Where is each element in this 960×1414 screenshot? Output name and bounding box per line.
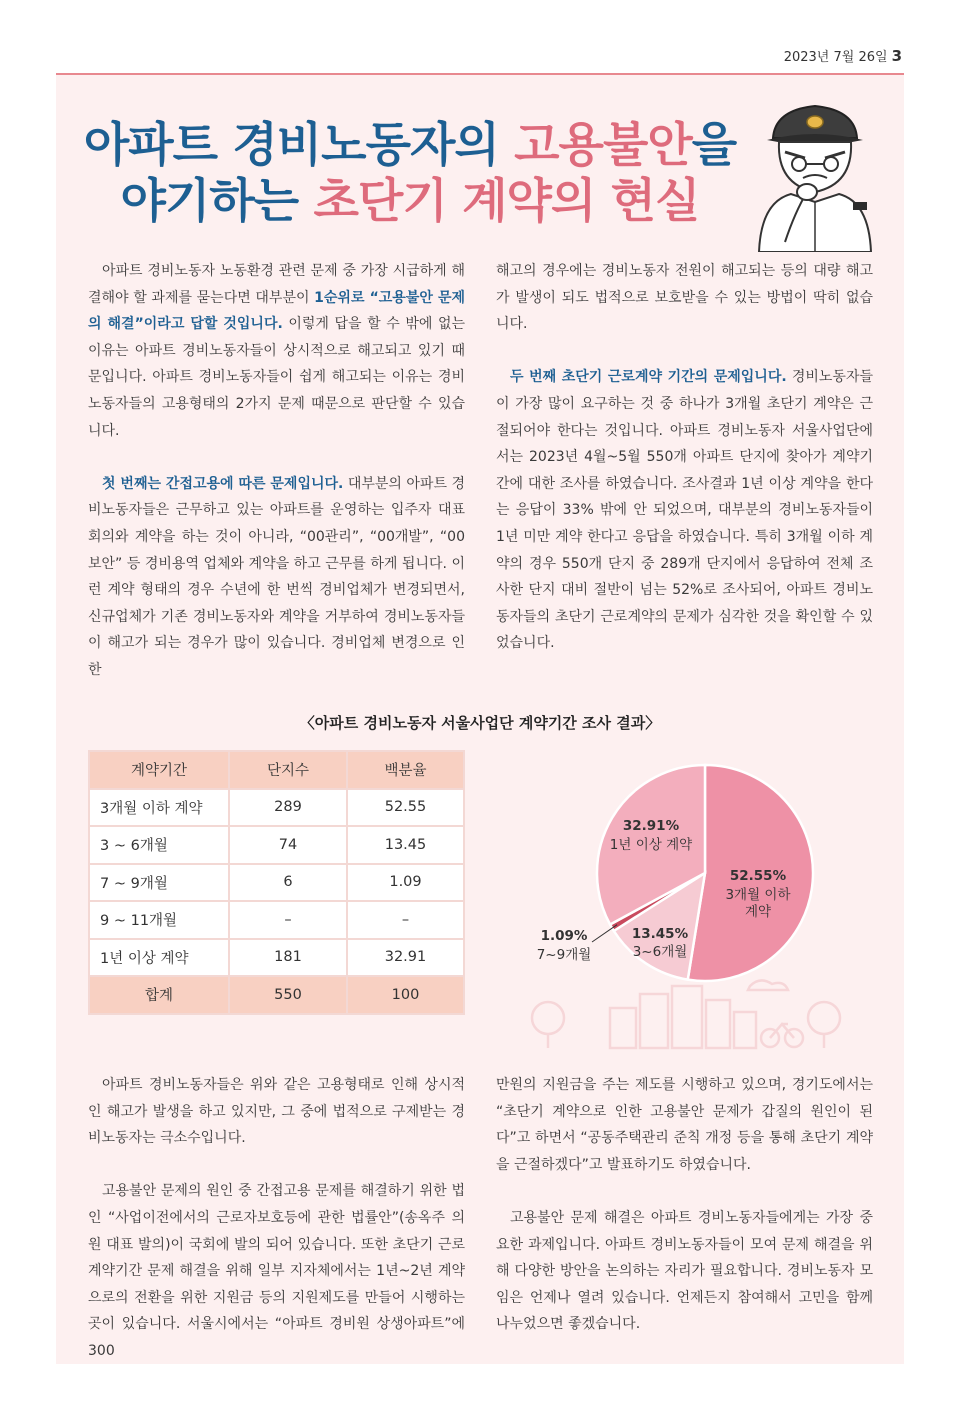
page-header xyxy=(784,46,902,65)
table-header: 백분율 xyxy=(347,751,464,789)
paragraph: 해고의 경우에는 경비노동자 전원이 해고되는 등의 대량 해고가 발생이 되도 법적으로 보호받을 수 있는 방법이 딱히 없습니다. xyxy=(496,263,873,333)
paragraph: 고용불안 문제 해결은 아파트 경비노동자들에게는 가장 중요한 과제입니다. 아파트 경비노동자들이 모여 문제 해결을 위해 다양한 방안을 논의하는 자리가 필요합니다. 경비노동자 모임은 언제나 열려 있습니다. 언제든지 참여해서 고민을 함께 나누었으면 좋겠습니다. xyxy=(496,1209,873,1333)
article-column-right-bottom xyxy=(496,1072,873,1338)
slice-label: 계약 xyxy=(744,904,772,920)
data-label: 52.55% xyxy=(729,868,787,884)
table-row xyxy=(89,864,464,902)
table-cell: 74 xyxy=(229,826,347,864)
survey-title: 〈아파트 경비노동자 서울사업단 계약기간 조사 결과〉 xyxy=(299,714,661,732)
table-cell: 7 ~ 9개월 xyxy=(89,864,229,902)
paragraph-text: 아파트 경비노동자 노동환경 관련 문제 중 가장 시급하게 해결해야 할 과제를 묻는다면 대부분이 xyxy=(88,263,465,306)
table-row xyxy=(89,901,464,939)
paragraph-text: 이렇게 답을 할 수 밖에 없는 이유는 아파트 경비노동자들이 상시적으로 해고되고 있기 때문입니다. 아파트 경비노동자들이 쉽게 해고되는 이유는 경비노동자들의 고용형태의 2가지 문제 때문으로 판단할 수 있습니다. xyxy=(88,316,465,439)
table-cell: 32.91 xyxy=(347,939,464,977)
slice-label: 3개월 이하 xyxy=(725,887,791,903)
title-part: 을 xyxy=(691,118,737,173)
page-number: 3 xyxy=(891,47,902,65)
issue-date: 2023년 7월 26일 xyxy=(783,50,888,65)
table-header-row xyxy=(89,751,464,789)
title-part: 야기하는 xyxy=(120,174,314,229)
paragraph-text: 대부분의 아파트 경비노동자들은 근무하고 있는 아파트를 운영하는 입주자 대표회의와 계약을 하는 것이 아니라, “00관리”, “00개발”, “00보안” 등 경비용역 업체와 계약을 하고 근무를 하게 됩니다. 이런 계약 형태의 경우 수년에 한 번씩 경비업체가 변경되면서, 신규업체가 기존 경비노동자와 계약을 거부하여 경비노동자들이 해고가 되는 경우가 많이 있습니다. 경비업체 변경으로 인한 xyxy=(88,475,465,678)
table-cell: 550 xyxy=(229,976,347,1014)
leader-line xyxy=(592,925,617,942)
paragraph: 아파트 경비노동자들은 위와 같은 고용형태로 인해 상시적인 해고가 발생을 하고 있지만, 그 중에 법적으로 구제받는 경비노동자는 극소수입니다. xyxy=(88,1077,465,1147)
table-cell: 3개월 이하 계약 xyxy=(89,789,229,827)
table-cell: 100 xyxy=(347,976,464,1014)
security-guard-illustration xyxy=(755,92,875,252)
contract-period-pie-chart xyxy=(500,740,880,1040)
article-column-left-bottom xyxy=(88,1072,465,1365)
paragraph-text: 경비노동자들이 가장 많이 요구하는 것 중 하나가 3개월 초단기 계약은 근절되어야 한다는 것입니다. 아파트 경비노동자 서울사업단에서는 2023년 4월~5월 550개 아파트 단지에 찾아가 계약기간에 대한 조사를 하였습니다. 조사결과 1년 이상 계약을 한다는 응답이 33% 밖에 안 되었으며, 대부분의 경비노동자들이 1년 미만 계약 한다고 응답을 하였습니다. 특히 3개월 이하 계약의 경우 550개 단지 중 289개 단지에서 응답하여 전체 조사한 단지 대비 절반이 넘는 52%로 조사되어, 아파트 경비노동자들의 초단기 근로계약의 문제가 심각한 것을 확인할 수 있었습니다. xyxy=(496,369,873,652)
table-cell: 13.45 xyxy=(347,826,464,864)
paragraph xyxy=(496,364,873,657)
highlight-text: 두 번째 초단기 근로계약 기간의 문제입니다. xyxy=(510,369,787,386)
article-column-right xyxy=(496,258,873,657)
data-label: 32.91% xyxy=(622,818,680,834)
table-total-row xyxy=(89,976,464,1014)
article-title xyxy=(60,118,760,230)
table-cell: 9 ~ 11개월 xyxy=(89,901,229,939)
article-column-left xyxy=(88,258,465,684)
table-header: 단지수 xyxy=(229,751,347,789)
survey-table xyxy=(88,750,465,1015)
slice-label: 3~6개월 xyxy=(632,944,688,960)
table-cell: 3 ~ 6개월 xyxy=(89,826,229,864)
highlight-text: 첫 번째는 간접고용에 따른 문제입니다. xyxy=(102,475,344,492)
paragraph: 만원의 지원금을 주는 제도를 시행하고 있으며, 경기도에서는 “초단기 계약으로 인한 고용불안 문제가 갑질의 원인이 된다”고 하면서 “공동주택관리 준칙 개정 등을 통해 초단기 계약을 근절하겠다”고 발표하기도 하였습니다. xyxy=(496,1077,873,1173)
table-row xyxy=(89,826,464,864)
paragraph xyxy=(88,471,465,684)
title-highlight: 고용불안 xyxy=(514,118,692,173)
data-label: 1.09% xyxy=(540,928,588,944)
table-cell: – xyxy=(229,901,347,939)
table-cell: 합계 xyxy=(89,976,229,1014)
table-cell: 1년 이상 계약 xyxy=(89,939,229,977)
paragraph xyxy=(88,258,465,444)
table-cell: – xyxy=(347,901,464,939)
title-part: 아파트 경비노동자의 xyxy=(83,118,515,173)
title-highlight: 초단기 계약의 현실 xyxy=(313,174,700,229)
table-cell: 6 xyxy=(229,864,347,902)
table-row xyxy=(89,939,464,977)
table-header: 계약기간 xyxy=(89,751,229,789)
table-cell: 52.55 xyxy=(347,789,464,827)
slice-label: 1년 이상 계약 xyxy=(609,837,693,853)
table-cell: 181 xyxy=(229,939,347,977)
highlight-text: 1순위로 “고용불안 문제의 해결”이라고 답할 것입니다. xyxy=(88,289,465,333)
paragraph: 고용불안 문제의 원인 중 간접고용 문제를 해결하기 위한 법인 “사업이전에서의 근로자보호등에 관한 법률안”(송옥주 의원 대표 발의)이 국회에 발의 되어 있습니다. 또한 초단기 근로계약기간 문제 해결을 위해 일부 지자체에서는 1년~2년 계약으로의 전환을 위한 지원금 등의 지원제도를 만들어 시행하는 곳이 있습니다. 서울시에서는 “아파트 경비원 상생아파트”에 300 xyxy=(88,1183,465,1359)
table-cell: 289 xyxy=(229,789,347,827)
table-cell: 1.09 xyxy=(347,864,464,902)
data-label: 13.45% xyxy=(631,926,689,942)
table-row xyxy=(89,789,464,827)
slice-label: 7~9개월 xyxy=(536,947,592,963)
